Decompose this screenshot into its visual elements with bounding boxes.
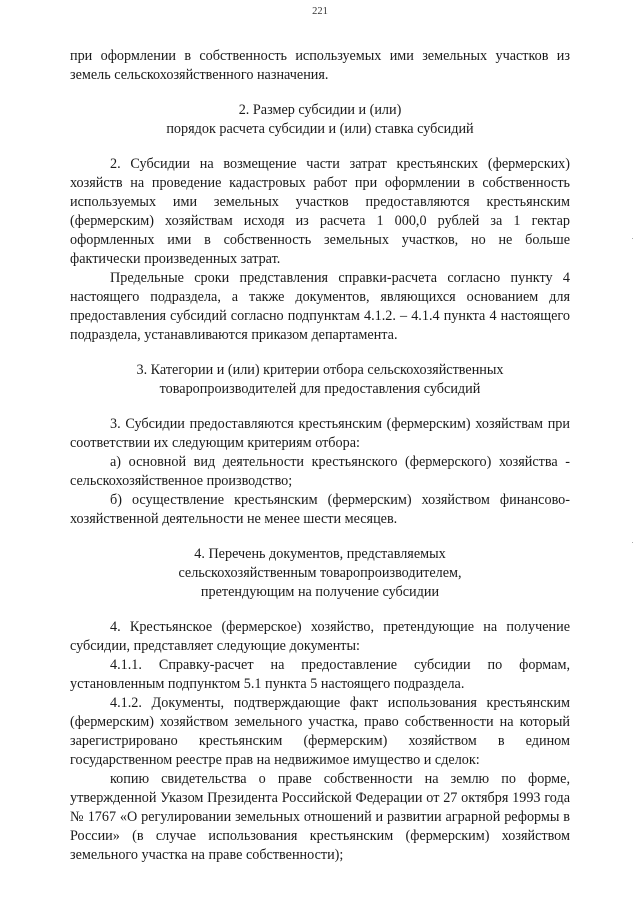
section-4-paragraph-3: 4.1.2. Документы, подтверждающие факт использования крестьянским (фермерским) хозяйством земельного участка, право собственности на который зарегистрировано крестьянским (фермерским) хозяйством в едином государственном реестре прав на недвижимое имущество и сделок: — [70, 695, 570, 768]
section-4-heading-line-1: 4. Перечень документов, представляемых — [194, 546, 446, 562]
page-number: 221 — [312, 6, 328, 17]
section-4-paragraph-2: 4.1.1. Справку-расчет на предоставление субсидии по формам, установленным подпунктом 5.1 пункта 5 настоящего подраздела. — [70, 657, 570, 692]
section-4-heading-line-2: сельскохозяйственным товаропроизводителем, — [178, 565, 462, 581]
section-4-paragraph-4: копию свидетельства о праве собственности на землю по форме, утвержденной Указом Президента Российской Федерации от 27 октября 1993 года № 1767 «О регулировании земельных отношений и развитии аграрной реформы в России» (в случае использования крестьянским (фермерским) хозяйством земельного участка на праве собственности); — [70, 771, 570, 863]
section-2-heading-line-1: 2. Размер субсидии и (или) — [238, 102, 402, 118]
section-3-heading-line-1: 3. Категории и (или) критерии отбора сельскохозяйственных — [136, 362, 504, 378]
section-4-heading — [70, 545, 570, 602]
section-2-paragraph-1: 2. Субсидии на возмещение части затрат крестьянских (фермерских) хозяйств на проведение кадастровых работ при оформлении в собственность используемых ими земельных участков предоставляются крестьянским (фермерским) хозяйствам исходя из расчета 1 000,0 рублей за 1 гектар оформленных ими в собственность земельных участков, но не больше фактически произведенных затрат. — [70, 156, 570, 267]
section-2-heading — [70, 101, 570, 139]
section-3-paragraph-3: б) осуществление крестьянским (фермерским) хозяйством финансово-хозяйственной деятельности не менее шести месяцев. — [70, 492, 570, 527]
section-2-paragraph-2: Предельные сроки представления справки-расчета согласно пункту 4 настоящего подраздела, а также документов, являющихся основанием для предоставления субсидий согласно подпунктам 4.1.2. – 4.1.4 пункта 4 настоящего подраздела, устанавливаются приказом департамента. — [70, 270, 570, 343]
section-3-paragraph-1: 3. Субсидии предоставляются крестьянским (фермерским) хозяйствам при соответствии их следующим критериям отбора: — [70, 416, 570, 451]
section-2-heading-line-2: порядок расчета субсидии и (или) ставка субсидий — [166, 121, 474, 137]
scan-speck — [632, 238, 633, 239]
scan-speck — [632, 542, 633, 543]
section-4-heading-line-3: претендующим на получение субсидии — [200, 584, 440, 600]
section-3-heading — [70, 361, 570, 399]
document-body — [70, 47, 570, 865]
section-4-paragraph-1: 4. Крестьянское (фермерское) хозяйство, претендующие на получение субсидии, представляет следующие документы: — [70, 619, 570, 654]
section-3-heading-line-2: товаропроизводителей для предоставления субсидий — [159, 381, 481, 397]
intro-paragraph: при оформлении в собственность используемых ими земельных участков из земель сельскохозяйственного назначения. — [70, 48, 570, 83]
section-3-paragraph-2: а) основной вид деятельности крестьянского (фермерского) хозяйства - сельскохозяйственное производство; — [70, 454, 570, 489]
